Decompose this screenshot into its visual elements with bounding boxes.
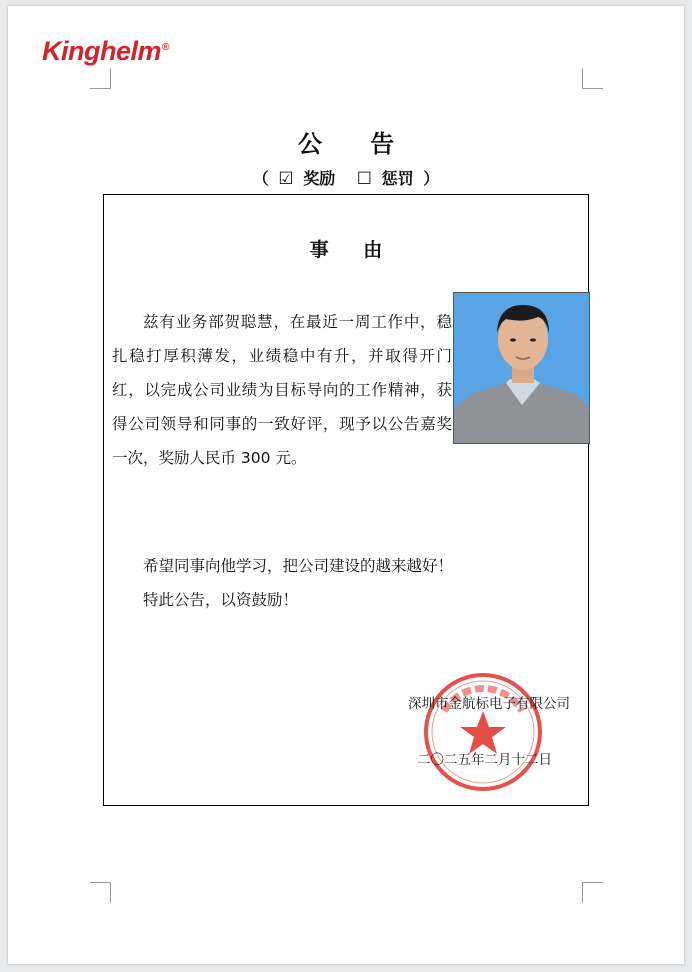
penalty-label: 惩罚 <box>381 169 414 188</box>
crop-mark-bottom-left <box>90 882 111 903</box>
employee-photo <box>453 292 590 444</box>
kinghelm-logo <box>42 36 169 67</box>
closing-paragraphs <box>112 549 572 617</box>
crop-mark-top-left <box>90 68 111 89</box>
close-paren: ） <box>423 169 440 188</box>
document-page <box>8 6 684 964</box>
notice-type-line <box>8 166 684 189</box>
reason-heading: 事 由 <box>309 239 397 261</box>
penalty-checkbox-unchecked-icon: ☐ <box>356 169 373 189</box>
logo-text: Kinghelm <box>42 36 162 66</box>
open-paren: （ <box>252 169 269 188</box>
crop-mark-top-right <box>582 68 603 89</box>
company-seal-stamp-icon <box>422 671 544 793</box>
encouragement-line: 希望同事向他学习，把公司建设的越来越好！ <box>143 557 454 575</box>
main-paragraph: 兹有业务部贺聪慧，在最近一周工作中，稳扎稳打厚积薄发，业绩稳中有升，并取得开门红，以完成公司业绩为目标导向的工作精神，获得公司领导和同事的一致好评，现予以公告嘉奖一次，奖励人民币 300 元。 <box>112 313 452 467</box>
reward-checkbox-checked-icon: ☑ <box>278 169 294 189</box>
notice-body-frame <box>103 194 589 806</box>
reward-label: 奖励 <box>303 169 336 188</box>
issue-date: 二〇二五年二月十二日 <box>417 752 552 768</box>
person-portrait-icon <box>454 293 590 444</box>
company-name: 深圳市金航标电子有限公司 <box>408 696 570 712</box>
notice-title: 公 告 <box>297 130 415 158</box>
registered-mark: ® <box>162 42 169 53</box>
crop-mark-bottom-right <box>582 882 603 903</box>
notice-closing-line: 特此公告，以资鼓励！ <box>143 591 299 609</box>
